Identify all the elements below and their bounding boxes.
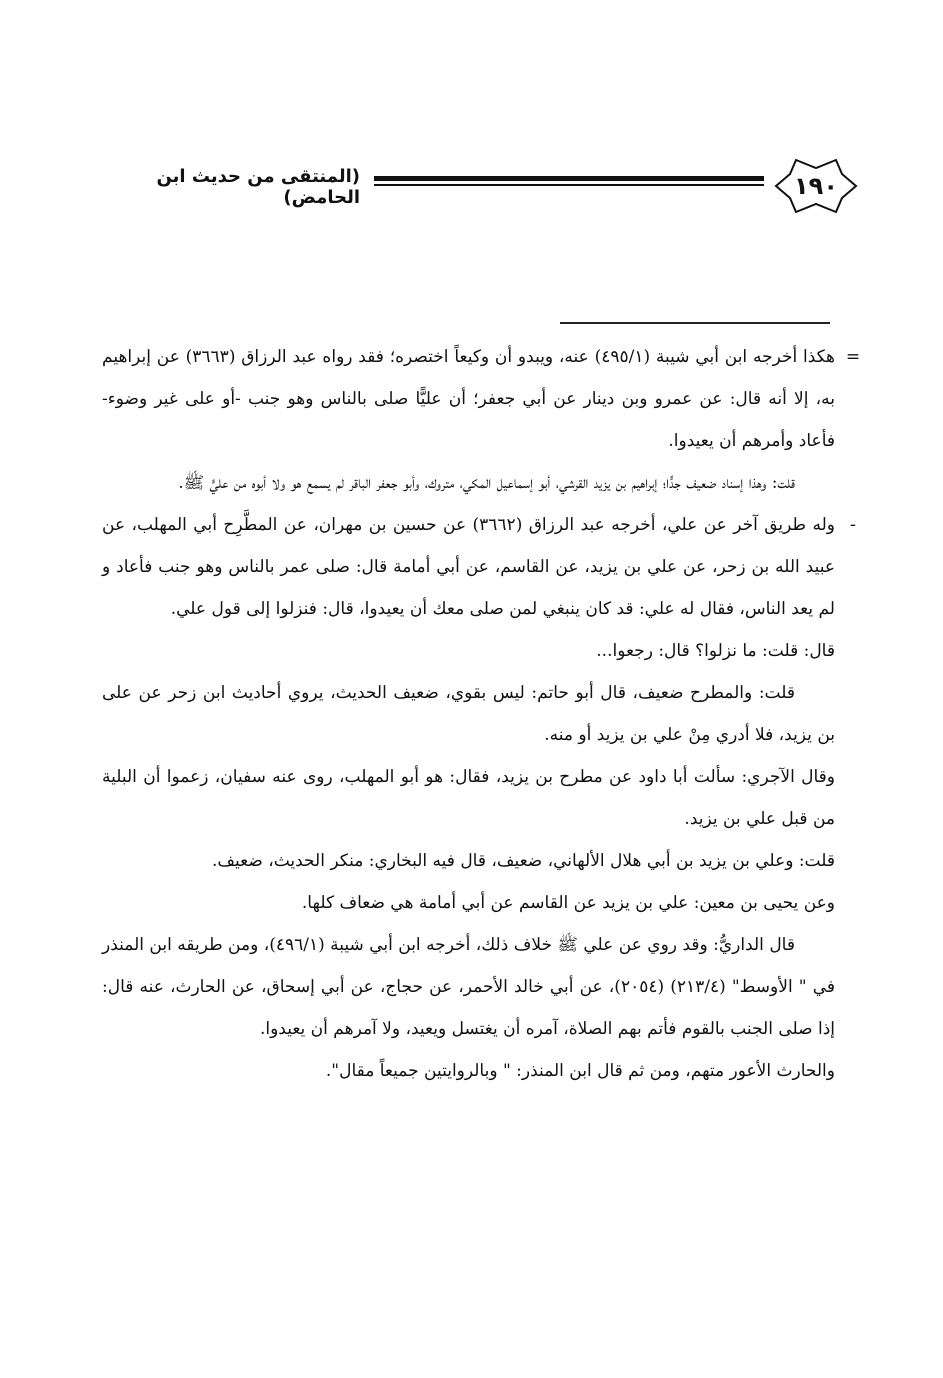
footnote-paragraph [102, 336, 861, 462]
footnote-paragraph [102, 504, 857, 630]
paragraph-text: قال: قلت: ما نزلوا؟ قال: رجعوا... [596, 641, 835, 661]
header-rule-thin [374, 184, 764, 186]
footnote-paragraph [102, 630, 835, 672]
footnote-separator [560, 322, 830, 324]
footnote-paragraph [102, 756, 835, 840]
paragraph-text: وقال الآجري: سألت أبا داود عن مطرح بن يزيد، فقال: هو أبو المهلب، روى عنه سفيان، زعموا أن البلية من قبل علي بن يزيد. [102, 767, 835, 829]
footnote-paragraph [102, 840, 835, 882]
footnote-paragraph [102, 462, 835, 504]
page-number-badge [768, 156, 864, 216]
paragraph-text: قال الداريُّ: وقد روي عن علي ﷺ خلاف ذلك، أخرجه ابن أبي شيبة (٤٩٦/١)، ومن طريقه ابن المنذر في " الأوسط" (٢١٣/٤) (٢٠٥٤)، عن أبي خالد الأحمر، عن حجاج، عن أبي إسحاق، عن الحارث، عنه قال: إذا صلى الجنب بالقوم فأتم بهم الصلاة، آمره أن يغتسل ويعيد، ولا آمرهم أن يعيدوا. [102, 935, 835, 1039]
header-rule [374, 176, 764, 181]
footnote-paragraph [102, 924, 835, 1050]
book-title: (المنتقى من حديث ابن الحامض) [156, 166, 360, 208]
page-number: ١٩٠ [794, 172, 838, 200]
footnote-paragraph [102, 1050, 835, 1092]
page-header [0, 148, 943, 218]
paragraph-text: قلت: والمطرح ضعيف، قال أبو حاتم: ليس بقوي، ضعيف الحديث، يروي أحاديث ابن زحر عن على بن يزيد، فلا أدري مِنْ علي بن يزيد أو منه. [102, 683, 835, 745]
continuation-marker: = [845, 347, 861, 367]
paragraph-text: والحارث الأعور متهم، ومن ثم قال ابن المنذر: " وبالروايتين جميعاً مقال". [325, 1061, 835, 1081]
paragraph-text: وعن يحيى بن معين: علي بن يزيد عن القاسم عن أبي أمامة هي ضعاف كلها. [301, 893, 835, 913]
paragraph-text: هكذا أخرجه ابن أبي شيبة (٤٩٥/١) عنه، ويبدو أن وكيعاً اختصره؛ فقد رواه عبد الرزاق (٣٦٦٣) عن إبراهيم به، إلا أنه قال: عن عمرو وبن دينار عن أبي جعفر؛ أن عليًّا صلى بالناس وهو جنب -أو على غير وضوء- فأعاد وأمرهم أن يعيدوا. [102, 347, 835, 451]
footnote-paragraph [102, 672, 835, 756]
paragraph-text: وله طريق آخر عن علي، أخرجه عبد الرزاق (٣٦٦٢) عن حسين بن مهران، عن المطَّرِح أبي المهلب، عن عبيد الله بن زحر، عن علي بن يزيد، عن القاسم، عن أبي أمامة قال: صلى عمر بالناس وهو جنب فأعاد و لم يعد الناس، فقال له علي: قد كان ينبغي لمن صلى معك أن يعيدوا، قال: فنزلوا إلى قول علي. [102, 515, 835, 619]
paragraph-text: قلت: وعلي بن يزيد بن أبي هلال الألهاني، ضعيف، قال فيه البخاري: منكر الحديث، ضعيف. [212, 851, 835, 871]
bullet-marker: - [849, 515, 857, 535]
footnote-text [102, 336, 861, 1092]
paragraph-text: قلت: وهذا إسناد ضعيف جدًّا؛ إبراهيم بن يزيد القرشي، أبو إسماعيل المكي، متروك، وأبو جعفر الباقر لم يسمع هو ولا أبوه من عليٍّ ﷺ. [178, 473, 795, 493]
footnote-paragraph [102, 882, 835, 924]
